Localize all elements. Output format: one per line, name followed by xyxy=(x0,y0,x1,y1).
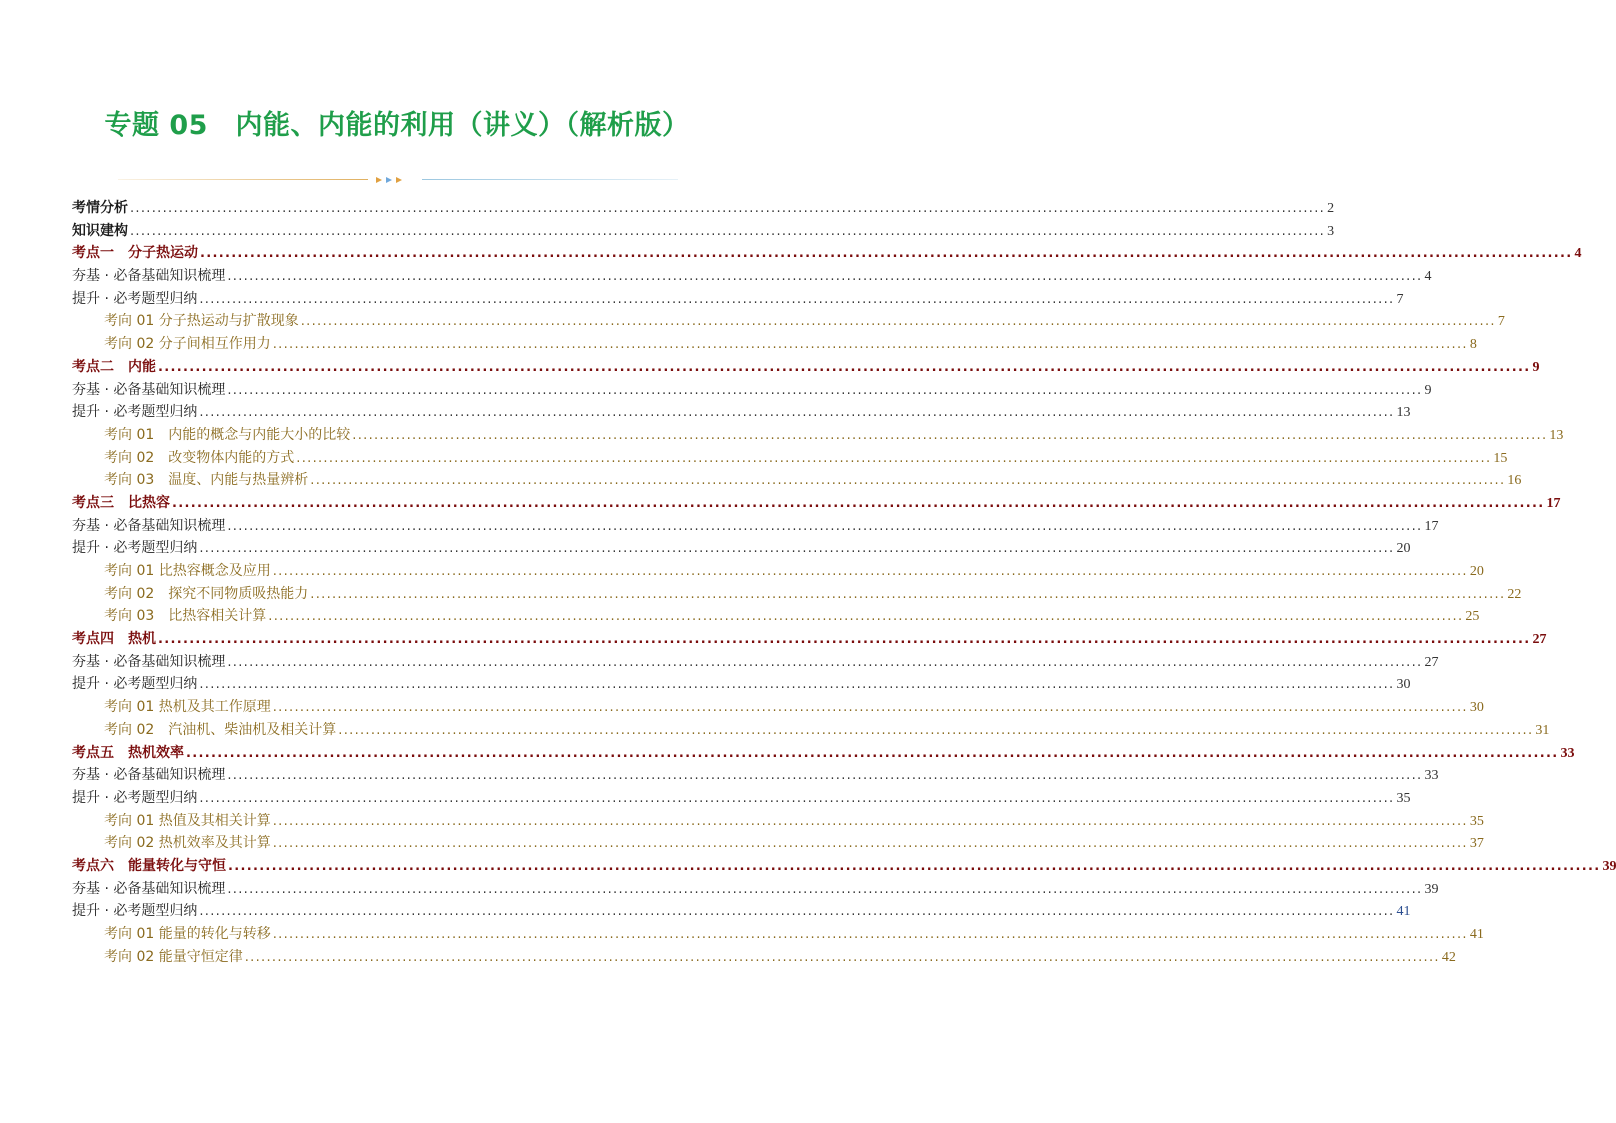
toc-entry[interactable] xyxy=(72,946,1456,969)
toc-entry[interactable] xyxy=(72,878,1439,901)
toc-entry-label: 提升 · 必考题型归纳 xyxy=(72,540,198,557)
toc-entry-leader: ............................................................................................................................................................................................................................ xyxy=(186,745,1559,761)
toc-entry-leader: ............................................................................................................................................................................................................................ xyxy=(227,269,1423,285)
toc-entry-label: 夯基 · 必备基础知识梳理 xyxy=(72,517,226,534)
toc-entry[interactable] xyxy=(72,333,1477,356)
toc-entry[interactable] xyxy=(72,923,1484,946)
toc-entry-label: 夯基 · 必备基础知识梳理 xyxy=(72,653,226,670)
toc-entry-label: 夯基 · 必备基础知识梳理 xyxy=(72,381,226,398)
toc-entry[interactable] xyxy=(72,605,1480,628)
toc-entry[interactable] xyxy=(72,810,1484,833)
toc-entry-leader: ............................................................................................................................................................................................................................ xyxy=(272,813,1468,829)
toc-entry-leader: ............................................................................................................................................................................................................................ xyxy=(130,223,1326,239)
toc-entry-leader: ............................................................................................................................................................................................................................ xyxy=(200,246,1573,262)
toc-entry[interactable] xyxy=(72,583,1522,606)
toc-entry-page: 17 xyxy=(1546,495,1561,511)
toc-entry-page: 31 xyxy=(1535,722,1550,738)
toc-entry-label: 夯基 · 必备基础知识梳理 xyxy=(72,880,226,897)
toc-entry[interactable] xyxy=(72,696,1484,719)
toc-entry-page: 7 xyxy=(1396,291,1404,307)
toc-entry[interactable] xyxy=(72,628,1547,651)
toc-entry-label: 夯基 · 必备基础知识梳理 xyxy=(72,767,226,784)
toc-entry[interactable] xyxy=(72,197,1335,220)
toc-entry-page: 4 xyxy=(1424,269,1432,285)
toc-entry-leader: ............................................................................................................................................................................................................................ xyxy=(338,722,1534,738)
divider-line-left xyxy=(118,179,368,180)
toc-entry-label: 提升 · 必考题型归纳 xyxy=(72,903,198,920)
toc-entry[interactable] xyxy=(72,220,1335,243)
toc-entry[interactable] xyxy=(72,447,1508,470)
toc-entry-page: 33 xyxy=(1424,768,1439,784)
toc-entry[interactable] xyxy=(72,424,1564,447)
toc-entry[interactable] xyxy=(72,265,1432,288)
document-title: 专题 05 内能、内能的利用（讲义）（解析版） xyxy=(104,110,690,141)
toc-entry-label: 提升 · 必考题型归纳 xyxy=(72,290,198,307)
toc-entry[interactable] xyxy=(72,288,1404,311)
toc-entry-page: 16 xyxy=(1507,473,1522,489)
toc-entry-page: 13 xyxy=(1549,427,1564,443)
toc-entry-leader: ............................................................................................................................................................................................................................ xyxy=(227,768,1423,784)
toc-entry-label: 考点一 分子热运动 xyxy=(72,245,198,262)
toc-entry[interactable] xyxy=(72,787,1411,810)
toc-entry[interactable] xyxy=(72,651,1439,674)
toc-entry-label: 提升 · 必考题型归纳 xyxy=(72,676,198,693)
toc-entry-label: 提升 · 必考题型归纳 xyxy=(72,404,198,421)
toc-entry-page: 37 xyxy=(1469,836,1484,852)
toc-entry[interactable] xyxy=(72,356,1540,379)
toc-entry-leader: ............................................................................................................................................................................................................................ xyxy=(199,541,1395,557)
toc-entry-leader: ............................................................................................................................................................................................................................ xyxy=(227,382,1423,398)
toc-entry-label: 考向 02 汽油机、柴油机及相关计算 xyxy=(104,721,337,738)
toc-entry-label: 知识建构 xyxy=(72,222,128,239)
toc-entry-page: 30 xyxy=(1396,677,1411,693)
title-divider xyxy=(118,173,678,187)
toc-entry-label: 考向 01 内能的概念与内能大小的比较 xyxy=(104,426,351,443)
toc-entry-page: 9 xyxy=(1532,359,1540,375)
toc-entry[interactable] xyxy=(72,855,1616,878)
toc-entry-leader: ............................................................................................................................................................................................................................ xyxy=(172,495,1545,511)
table-of-contents xyxy=(72,197,1616,968)
toc-entry-leader: ............................................................................................................................................................................................................................ xyxy=(310,586,1506,602)
toc-entry-leader: ............................................................................................................................................................................................................................ xyxy=(300,314,1496,330)
toc-entry[interactable] xyxy=(72,719,1550,742)
toc-entry-label: 考向 01 比热容概念及应用 xyxy=(104,563,271,579)
toc-entry-leader: ............................................................................................................................................................................................................................ xyxy=(272,564,1468,579)
toc-entry-page: 39 xyxy=(1602,858,1616,874)
toc-entry-leader: ............................................................................................................................................................................................................................ xyxy=(227,654,1423,670)
toc-entry-page: 15 xyxy=(1493,450,1508,466)
toc-entry-leader: ............................................................................................................................................................................................................................ xyxy=(272,700,1468,716)
toc-entry[interactable] xyxy=(72,764,1439,787)
toc-entry[interactable] xyxy=(72,673,1411,696)
toc-entry-page: 35 xyxy=(1396,790,1411,806)
toc-entry-label: 考向 02 热机效率及其计算 xyxy=(104,835,271,852)
toc-entry-label: 考向 03 比热容相关计算 xyxy=(104,608,267,625)
toc-entry-label: 考点四 热机 xyxy=(72,631,156,648)
toc-entry-page: 20 xyxy=(1469,564,1484,579)
toc-entry-label: 考向 02 分子间相互作用力 xyxy=(104,336,271,353)
toc-entry-leader: ............................................................................................................................................................................................................................ xyxy=(199,291,1395,307)
toc-entry-leader: ............................................................................................................................................................................................................................ xyxy=(296,450,1492,466)
toc-entry-page: 27 xyxy=(1424,654,1439,670)
toc-entry[interactable] xyxy=(72,492,1561,515)
toc-entry-label: 考向 01 热值及其相关计算 xyxy=(104,812,271,829)
toc-entry-page: 41 xyxy=(1396,904,1411,920)
toc-entry-leader: ............................................................................................................................................................................................................................ xyxy=(352,427,1548,443)
toc-entry-leader: ............................................................................................................................................................................................................................ xyxy=(244,949,1440,965)
toc-entry-label: 考点二 内能 xyxy=(72,358,156,375)
toc-entry-leader: ............................................................................................................................................................................................................................ xyxy=(228,858,1601,874)
toc-entry[interactable] xyxy=(72,537,1411,560)
toc-entry[interactable] xyxy=(72,401,1411,424)
toc-entry-leader: ............................................................................................................................................................................................................................ xyxy=(199,405,1395,421)
toc-entry-page: 4 xyxy=(1574,246,1582,262)
toc-entry-page: 39 xyxy=(1424,881,1439,897)
toc-entry-label: 考向 02 探究不同物质吸热能力 xyxy=(104,585,309,602)
toc-entry-page: 2 xyxy=(1327,201,1335,216)
toc-entry-page: 30 xyxy=(1469,700,1484,716)
toc-entry-label: 提升 · 必考题型归纳 xyxy=(72,789,198,806)
toc-entry-leader: ............................................................................................................................................................................................................................ xyxy=(272,927,1468,942)
toc-entry[interactable] xyxy=(72,900,1411,923)
toc-entry-label: 考点五 热机效率 xyxy=(72,744,184,761)
toc-entry-page: 35 xyxy=(1469,813,1484,829)
toc-entry-label: 考向 01 分子热运动与扩散现象 xyxy=(104,313,299,330)
toc-entry-page: 8 xyxy=(1469,337,1477,353)
toc-entry-page: 41 xyxy=(1469,927,1484,942)
toc-entry-page: 33 xyxy=(1560,745,1575,761)
toc-entry[interactable] xyxy=(72,560,1484,583)
toc-entry-leader: ............................................................................................................................................................................................................................ xyxy=(268,609,1464,625)
toc-entry-leader: ............................................................................................................................................................................................................................ xyxy=(227,518,1423,534)
toc-entry-leader: ............................................................................................................................................................................................................................ xyxy=(199,677,1395,693)
toc-entry-label: 考向 01 能量的转化与转移 xyxy=(104,926,271,942)
toc-entry[interactable] xyxy=(72,242,1582,265)
toc-entry-label: 考点三 比热容 xyxy=(72,494,170,511)
toc-entry-label: 考向 02 改变物体内能的方式 xyxy=(104,449,295,466)
toc-entry-page: 25 xyxy=(1465,609,1480,625)
toc-entry[interactable] xyxy=(72,379,1432,402)
toc-entry-page: 17 xyxy=(1424,518,1439,534)
toc-entry-page: 13 xyxy=(1396,405,1411,421)
toc-entry-label: 考向 01 热机及其工作原理 xyxy=(104,699,271,716)
divider-line-right xyxy=(422,179,678,180)
toc-entry-page: 20 xyxy=(1396,541,1411,557)
toc-entry-page: 22 xyxy=(1507,586,1522,602)
toc-entry-page: 27 xyxy=(1532,632,1547,648)
divider-ornament-icon xyxy=(372,173,418,187)
toc-entry-leader: ............................................................................................................................................................................................................................ xyxy=(130,201,1326,216)
toc-entry[interactable] xyxy=(72,832,1484,855)
toc-entry-page: 7 xyxy=(1497,314,1505,330)
toc-entry-leader: ............................................................................................................................................................................................................................ xyxy=(227,881,1423,897)
toc-entry-leader: ............................................................................................................................................................................................................................ xyxy=(272,836,1468,852)
toc-entry-leader: ............................................................................................................................................................................................................................ xyxy=(310,473,1506,489)
toc-entry-label: 夯基 · 必备基础知识梳理 xyxy=(72,268,226,285)
toc-entry-page: 42 xyxy=(1441,949,1456,965)
toc-entry[interactable] xyxy=(72,469,1522,492)
toc-entry-label: 考向 02 能量守恒定律 xyxy=(104,948,243,965)
toc-entry-label: 考点六 能量转化与守恒 xyxy=(72,857,226,874)
toc-entry-leader: ............................................................................................................................................................................................................................ xyxy=(199,790,1395,806)
toc-entry-page: 9 xyxy=(1424,382,1432,398)
toc-entry-leader: ............................................................................................................................................................................................................................ xyxy=(158,632,1531,648)
toc-entry[interactable] xyxy=(72,742,1575,765)
toc-entry-leader: ............................................................................................................................................................................................................................ xyxy=(158,359,1531,375)
toc-entry-label: 考情分析 xyxy=(72,200,128,216)
toc-entry-leader: ............................................................................................................................................................................................................................ xyxy=(272,337,1468,353)
toc-entry-page: 3 xyxy=(1327,223,1335,239)
toc-entry-label: 考向 03 温度、内能与热量辨析 xyxy=(104,472,309,489)
toc-entry-leader: ............................................................................................................................................................................................................................ xyxy=(199,904,1395,920)
toc-entry[interactable] xyxy=(72,515,1439,538)
toc-entry[interactable] xyxy=(72,310,1505,333)
